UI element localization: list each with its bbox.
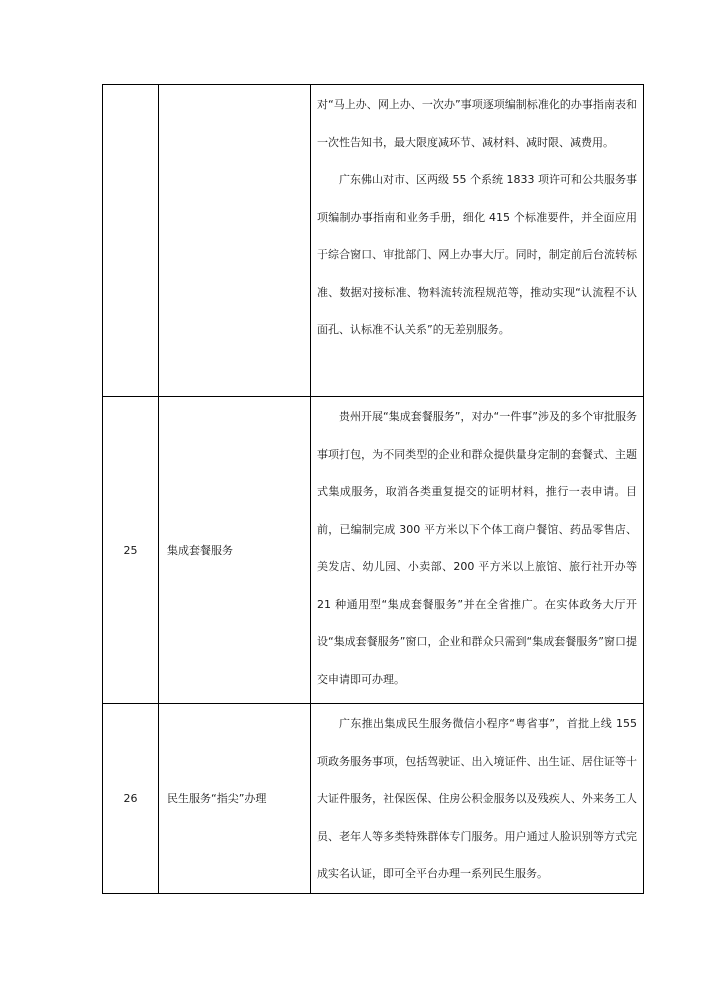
row-number: 25 bbox=[103, 397, 159, 704]
row-title bbox=[159, 85, 311, 397]
row-description bbox=[311, 397, 644, 704]
description-paragraph: 对“马上办、网上办、一次办”事项逐项编制标准化的办事指南表和一次性告知书，最大限度减环节、减材料、减时限、减费用。 bbox=[317, 98, 637, 149]
row-title: 民生服务“指尖”办理 bbox=[159, 704, 311, 894]
row-title: 集成套餐服务 bbox=[159, 397, 311, 704]
description-paragraph: 贵州开展“集成套餐服务”，对办“一件事”涉及的多个审批服务事项打包，为不同类型的企业和群众提供量身定制的套餐式、主题式集成服务，取消各类重复提交的证明材料，推行一表申请。目前，已编制完成 300 平方米以下个体工商户餐馆、药品零售店、美发店、幼儿园、小卖部、200 平方米以上旅馆、旅行社开办等 21 种通用型“集成套餐服务”并在全省推广。在实体政务大厅开设“集成套餐服务”窗口，企业和群众只需到“集成套餐服务”窗口提交申请即可办理。 bbox=[317, 410, 637, 686]
policy-table bbox=[102, 84, 644, 894]
row-number: 26 bbox=[103, 704, 159, 894]
description-paragraph: 广东佛山对市、区两级 55 个系统 1833 项许可和公共服务事项编制办事指南和业务手册，细化 415 个标准要件，并全面应用于综合窗口、审批部门、网上办事大厅。同时，制定前后台流转标准、数据对接标准、物料流转流程规范等，推动实现“认流程不认面孔、认标准不认关系”的无差别服务。 bbox=[317, 173, 637, 336]
row-number bbox=[103, 85, 159, 397]
table-row bbox=[103, 85, 644, 397]
row-description bbox=[311, 704, 644, 894]
description-paragraph: 广东推出集成民生服务微信小程序“粤省事”，首批上线 155 项政务服务事项，包括驾驶证、出入境证件、出生证、居住证等十大证件服务，社保医保、住房公积金服务以及残疾人、外来务工人员、老年人等多类特殊群体专门服务。用户通过人脸识别等方式完成实名认证，即可全平台办理一系列民生服务。 bbox=[317, 717, 637, 880]
table-row bbox=[103, 704, 644, 894]
row-description bbox=[311, 85, 644, 397]
table-row bbox=[103, 397, 644, 704]
